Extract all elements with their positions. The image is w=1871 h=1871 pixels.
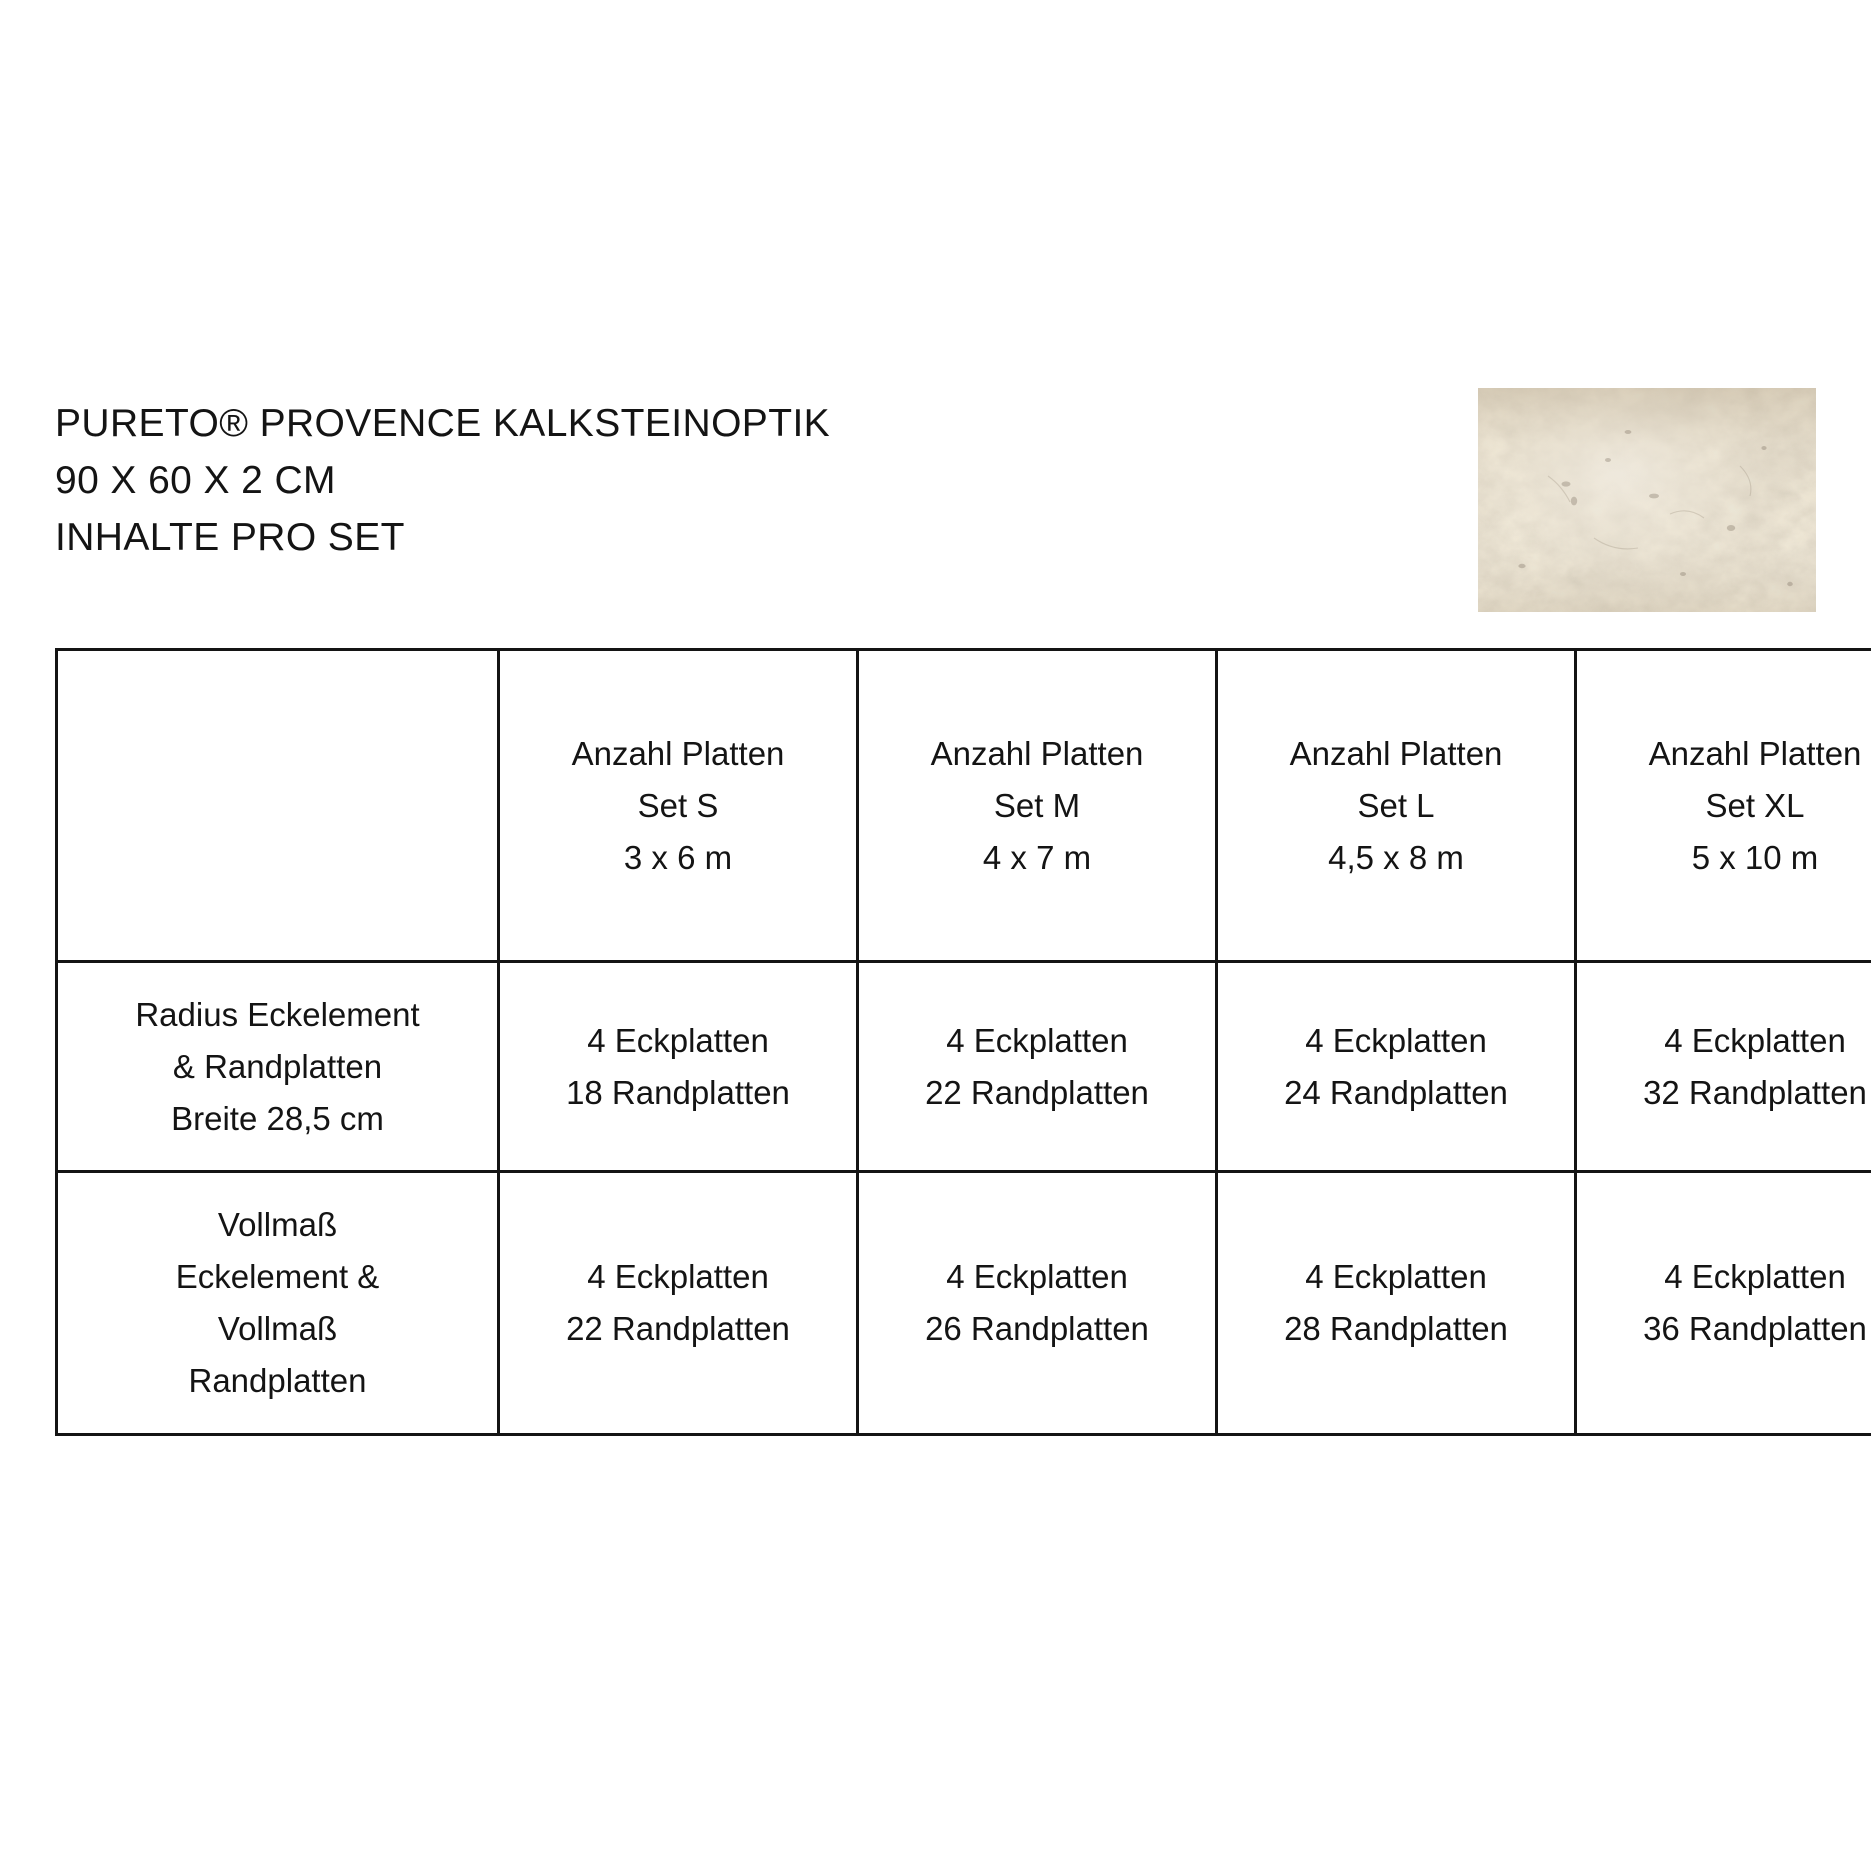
cell-edge-count: 26 Randplatten bbox=[925, 1310, 1149, 1347]
cell-radius-set-m bbox=[858, 962, 1217, 1172]
cell-radius-set-xl bbox=[1576, 962, 1871, 1172]
column-header-set-size: 4 x 7 m bbox=[982, 838, 1092, 876]
row-label-line: Randplatten bbox=[188, 1362, 367, 1399]
row-label-line: Vollmaß bbox=[217, 1310, 338, 1347]
heading-line-product-name: PURETO® PROVENCE KALKSTEINOPTIK bbox=[55, 402, 831, 445]
cell-edge-count: 22 Randplatten bbox=[566, 1310, 790, 1347]
row-label-line: Breite 28,5 cm bbox=[171, 1099, 384, 1137]
column-header-set-l bbox=[1217, 650, 1576, 962]
column-header-set-name: Set L bbox=[1357, 786, 1435, 824]
row-label-radius-eckelement bbox=[57, 962, 499, 1172]
cell-corner-count: 4 Eckplatten bbox=[587, 1021, 769, 1059]
cell-edge-count: 22 Randplatten bbox=[925, 1073, 1149, 1111]
column-header-set-m bbox=[858, 650, 1217, 962]
row-label-line: Eckelement & bbox=[175, 1258, 380, 1295]
column-header-title: Anzahl Platten bbox=[571, 734, 785, 772]
cell-corner-count: 4 Eckplatten bbox=[1305, 1021, 1487, 1059]
table-corner-cell bbox=[57, 650, 499, 962]
product-swatch-image bbox=[1478, 388, 1816, 612]
set-contents-table bbox=[55, 648, 1871, 1436]
product-heading bbox=[55, 395, 1055, 566]
cell-corner-count: 4 Eckplatten bbox=[1664, 1258, 1846, 1295]
cell-corner-count: 4 Eckplatten bbox=[587, 1258, 769, 1295]
heading-line-dimensions: 90 X 60 X 2 CM bbox=[55, 459, 336, 502]
table-header-row bbox=[57, 650, 1871, 962]
column-header-set-name: Set S bbox=[637, 786, 719, 824]
heading-line-subtitle: INHALTE PRO SET bbox=[55, 516, 405, 559]
row-label-line: & Randplatten bbox=[172, 1047, 383, 1085]
cell-corner-count: 4 Eckplatten bbox=[946, 1258, 1128, 1295]
row-label-line: Vollmaß bbox=[217, 1206, 338, 1243]
cell-vollmass-set-s bbox=[499, 1172, 858, 1435]
cell-radius-set-s bbox=[499, 962, 858, 1172]
column-header-set-name: Set M bbox=[993, 786, 1081, 824]
column-header-set-xl bbox=[1576, 650, 1871, 962]
column-header-title: Anzahl Platten bbox=[1289, 734, 1503, 772]
cell-radius-set-l bbox=[1217, 962, 1576, 1172]
column-header-title: Anzahl Platten bbox=[930, 734, 1144, 772]
column-header-title: Anzahl Platten bbox=[1648, 734, 1862, 772]
table-row bbox=[57, 1172, 1871, 1435]
cell-corner-count: 4 Eckplatten bbox=[946, 1021, 1128, 1059]
row-label-line: Radius Eckelement bbox=[135, 995, 420, 1033]
cell-vollmass-set-l bbox=[1217, 1172, 1576, 1435]
table-row bbox=[57, 962, 1871, 1172]
cell-corner-count: 4 Eckplatten bbox=[1664, 1021, 1846, 1059]
cell-edge-count: 36 Randplatten bbox=[1643, 1310, 1867, 1347]
row-label-vollmass-eckelement bbox=[57, 1172, 499, 1435]
cell-edge-count: 28 Randplatten bbox=[1284, 1310, 1508, 1347]
cell-edge-count: 24 Randplatten bbox=[1284, 1073, 1508, 1111]
cell-vollmass-set-m bbox=[858, 1172, 1217, 1435]
cell-vollmass-set-xl bbox=[1576, 1172, 1871, 1435]
column-header-set-s bbox=[499, 650, 858, 962]
cell-edge-count: 32 Randplatten bbox=[1643, 1073, 1867, 1111]
column-header-set-size: 5 x 10 m bbox=[1691, 838, 1819, 876]
column-header-set-size: 3 x 6 m bbox=[623, 838, 733, 876]
column-header-set-size: 4,5 x 8 m bbox=[1328, 838, 1464, 876]
column-header-set-name: Set XL bbox=[1705, 786, 1805, 824]
cell-edge-count: 18 Randplatten bbox=[566, 1073, 790, 1111]
cell-corner-count: 4 Eckplatten bbox=[1305, 1258, 1487, 1295]
limestone-texture-icon bbox=[1478, 388, 1816, 612]
